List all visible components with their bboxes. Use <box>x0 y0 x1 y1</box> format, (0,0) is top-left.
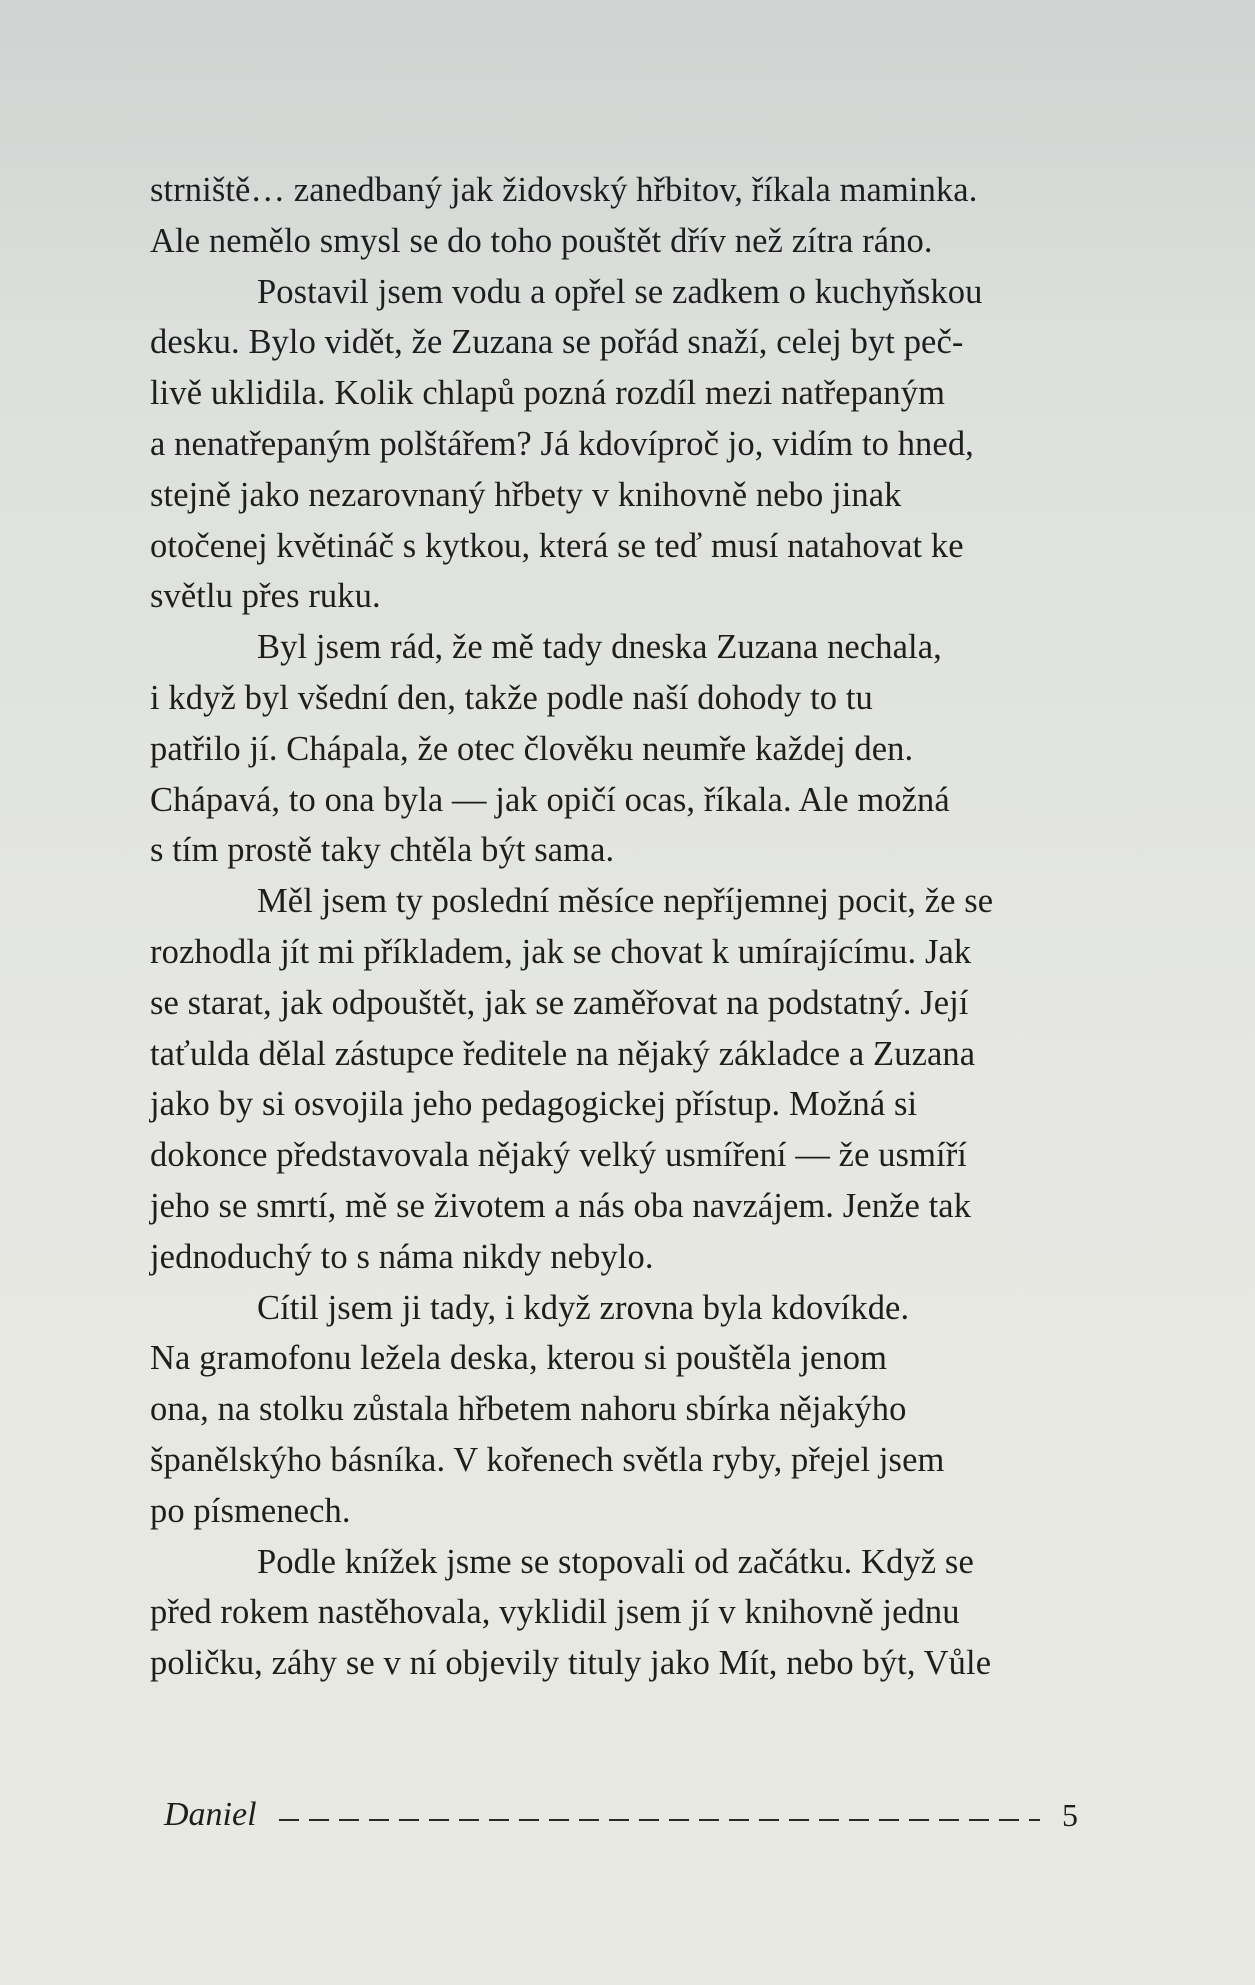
text-line: Na gramofonu ležela deska, kterou si pouštěla jenom <box>150 1339 888 1378</box>
text-line: a nenatřepaným polštářem? Já kdovíproč jo, vidím to hned, <box>150 424 974 463</box>
paragraph-first-line: Měl jsem ty poslední měsíce nepříjemnej pocit, že se <box>257 882 994 921</box>
text-line: jako by si osvojila jeho pedagogickej přístup. Možná si <box>150 1085 918 1124</box>
body-text <box>150 165 1100 1689</box>
text-line: patřilo jí. Chápala, že otec člověku neumře každej den. <box>150 729 914 768</box>
footer-dash-rule <box>279 1819 1040 1821</box>
running-head: Daniel <box>164 1796 257 1833</box>
text-line: před rokem nastěhovala, vyklidil jsem jí v knihovně jednu <box>150 1593 960 1632</box>
text-line: Ale nemělo smysl se do toho pouštět dřív než zítra ráno. <box>150 221 933 260</box>
page-number: 5 <box>1062 1796 1078 1833</box>
text-line: ona, na stolku zůstala hřbetem nahoru sbírka nějakýho <box>150 1390 907 1429</box>
text-line: strniště… zanedbaný jak židovský hřbitov, říkala maminka. <box>150 171 978 209</box>
page-footer <box>164 1790 1084 1840</box>
text-line: dokonce představovala nějaký velký usmíření — že usmíří <box>150 1136 967 1175</box>
paragraph-first-line: Byl jsem rád, že mě tady dneska Zuzana nechala, <box>257 628 942 667</box>
text-line: španělskýho básníka. V kořenech světla ryby, přejel jsem <box>150 1440 945 1479</box>
text-line: světlu přes ruku. <box>150 577 381 616</box>
text-line: otočenej květináč s kytkou, která se teď musí natahovat ke <box>150 526 964 565</box>
paragraph-first-line: Cítil jsem ji tady, i když zrovna byla kdovíkde. <box>257 1288 910 1327</box>
paragraph-first-line: Postavil jsem vodu a opřel se zadkem o kuchyňskou <box>257 272 983 311</box>
text-line: i když byl všední den, takže podle naší dohody to tu <box>150 678 873 717</box>
paragraph-first-line: Podle knížek jsme se stopovali od začátku. Když se <box>257 1542 974 1581</box>
text-line: stejně jako nezarovnaný hřbety v knihovně nebo jinak <box>150 475 902 514</box>
text-line: se starat, jak odpouštět, jak se zaměřovat na podstatný. Její <box>150 983 969 1022</box>
text-line: taťulda dělal zástupce ředitele na nějaký základce a Zuzana <box>150 1034 976 1073</box>
text-line: desku. Bylo vidět, že Zuzana se pořád snaží, celej byt peč- <box>150 323 964 362</box>
text-line: rozhodla jít mi příkladem, jak se chovat k umírajícímu. Jak <box>150 932 972 971</box>
text-line: jeho se smrtí, mě se životem a nás oba navzájem. Jenže tak <box>150 1186 972 1225</box>
text-line: livě uklidila. Kolik chlapů pozná rozdíl mezi natřepaným <box>150 374 946 413</box>
text-line: jednoduchý to s náma nikdy nebylo. <box>150 1237 654 1276</box>
text-line: s tím prostě taky chtěla být sama. <box>150 831 615 870</box>
text-line: po písmenech. <box>150 1491 351 1530</box>
text-line: Chápavá, to ona byla — jak opičí ocas, říkala. Ale možná <box>150 780 950 819</box>
text-line: poličku, záhy se v ní objevily tituly jako Mít, nebo být, Vůle <box>150 1644 992 1683</box>
